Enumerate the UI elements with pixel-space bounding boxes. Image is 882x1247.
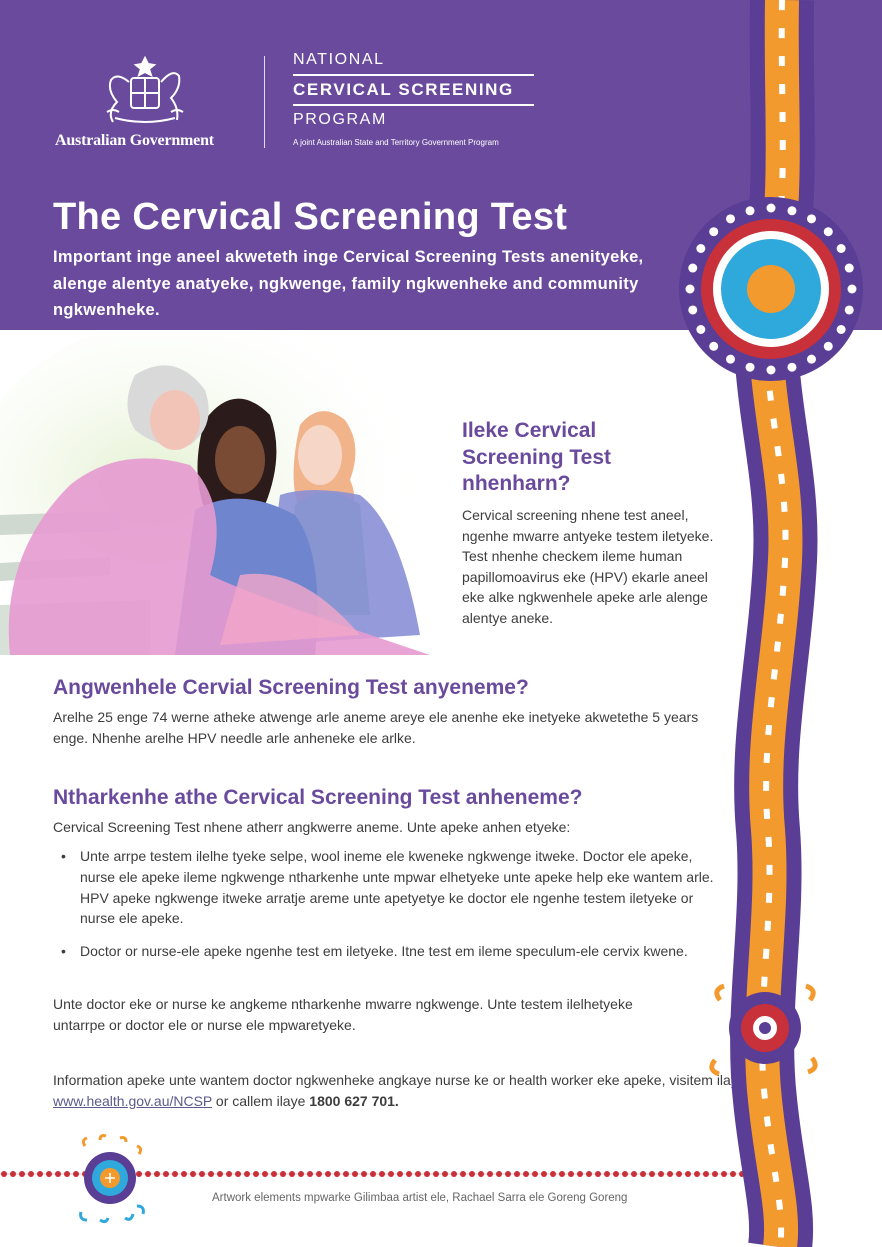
section3-intro: Cervical Screening Test nhene atherr angkwerre aneme. Unte apeke anhen etyeke: xyxy=(53,819,571,835)
gov-name: Australian Government xyxy=(55,132,214,149)
page-title: The Cervical Screening Test xyxy=(53,196,568,238)
program-line1: NATIONAL xyxy=(293,51,385,68)
list-item xyxy=(53,846,723,929)
section3-bullet-list xyxy=(53,846,723,974)
aboriginal-artwork-snake xyxy=(660,0,882,1247)
women-illustration xyxy=(0,335,450,665)
bullet-marker: • xyxy=(61,848,66,864)
program-joint-note: A joint Australian State and Territory Government Program xyxy=(293,138,499,147)
info-text-middle: or callem ilaye xyxy=(212,1093,310,1109)
bullet-text: Unte arrpe testem ilelhe tyeke selpe, wool ineme ele kweneke ngkwenge itweke. Doctor ele apeke, nurse ele apeke ileme ngkwenge ntharkenhe unte mpwar elhetyeke unte apeke help eke wantem arle. HPV apeke ngkwenge itweke arratje areme unte apetyetye ke doctor ele ngenhe testem iletyeke or nurse ele apeke. xyxy=(80,848,714,927)
phone-number: 1800 627 701. xyxy=(309,1093,399,1109)
logo-divider xyxy=(264,56,265,148)
section3-outro: Unte doctor eke or nurse ke angkeme ntharkenhe mwarre ngkwenge. Unte testem ilelhetyeke untarrpe or doctor ele or nurse ele mpwaretyeke. xyxy=(53,996,633,1033)
coat-of-arms-icon xyxy=(95,52,195,130)
section3-title: Ntharkenhe athe Cervical Screening Test anheneme? xyxy=(53,786,583,809)
section2-title: Angwenhele Cervial Screening Test anyeneme? xyxy=(53,676,529,699)
info-paragraph xyxy=(53,1070,743,1112)
artwork-credit: Artwork elements mpwarke Gilimbaa artist ele, Rachael Sarra ele Goreng Goreng xyxy=(212,1192,628,1204)
section1-title: Ileke Cervical Screening Test nhenharn? xyxy=(462,419,611,495)
program-line2: CERVICAL SCREENING xyxy=(293,80,514,99)
page-subtitle: Important inge aneel akweteth inge Cervical Screening Tests anenityeke, alenge alentye anatyeke, ngkwenge, family ngkwenheke and community ngkwenheke. xyxy=(53,248,644,319)
program-rule xyxy=(293,74,534,76)
program-line3: PROGRAM xyxy=(293,111,387,128)
info-text-before: Information apeke unte wantem doctor ngkwenheke angkaye nurse ke or health worker eke apeke, visitem ilay xyxy=(53,1072,738,1088)
list-item xyxy=(53,941,723,962)
section2-body: Arelhe 25 enge 74 werne atheke atwenge arle aneme areye ele anenhe eke inetyeke akwetethe 5 years enge. Nhenhe arelhe HPV needle arle anheneke ele arlke. xyxy=(53,709,699,746)
program-rule xyxy=(293,104,534,106)
section1-body: Cervical screening nhene test aneel, ngenhe mwarre antyeke testem iletyeke. Test nhenhe checkem ileme human papillomoavirus eke (HPV) ekarle aneel eke alke ngkwenhele apeke arle alenge alentye aneke. xyxy=(462,507,714,626)
bullet-marker: • xyxy=(61,943,66,960)
ncsp-link[interactable]: www.health.gov.au/NCSP xyxy=(53,1093,213,1109)
bullet-text: Doctor or nurse-ele apeke ngenhe test em iletyeke. Itne test em ileme speculum-ele cervix kwene. xyxy=(80,943,688,960)
aboriginal-circle-motif xyxy=(75,1132,145,1224)
